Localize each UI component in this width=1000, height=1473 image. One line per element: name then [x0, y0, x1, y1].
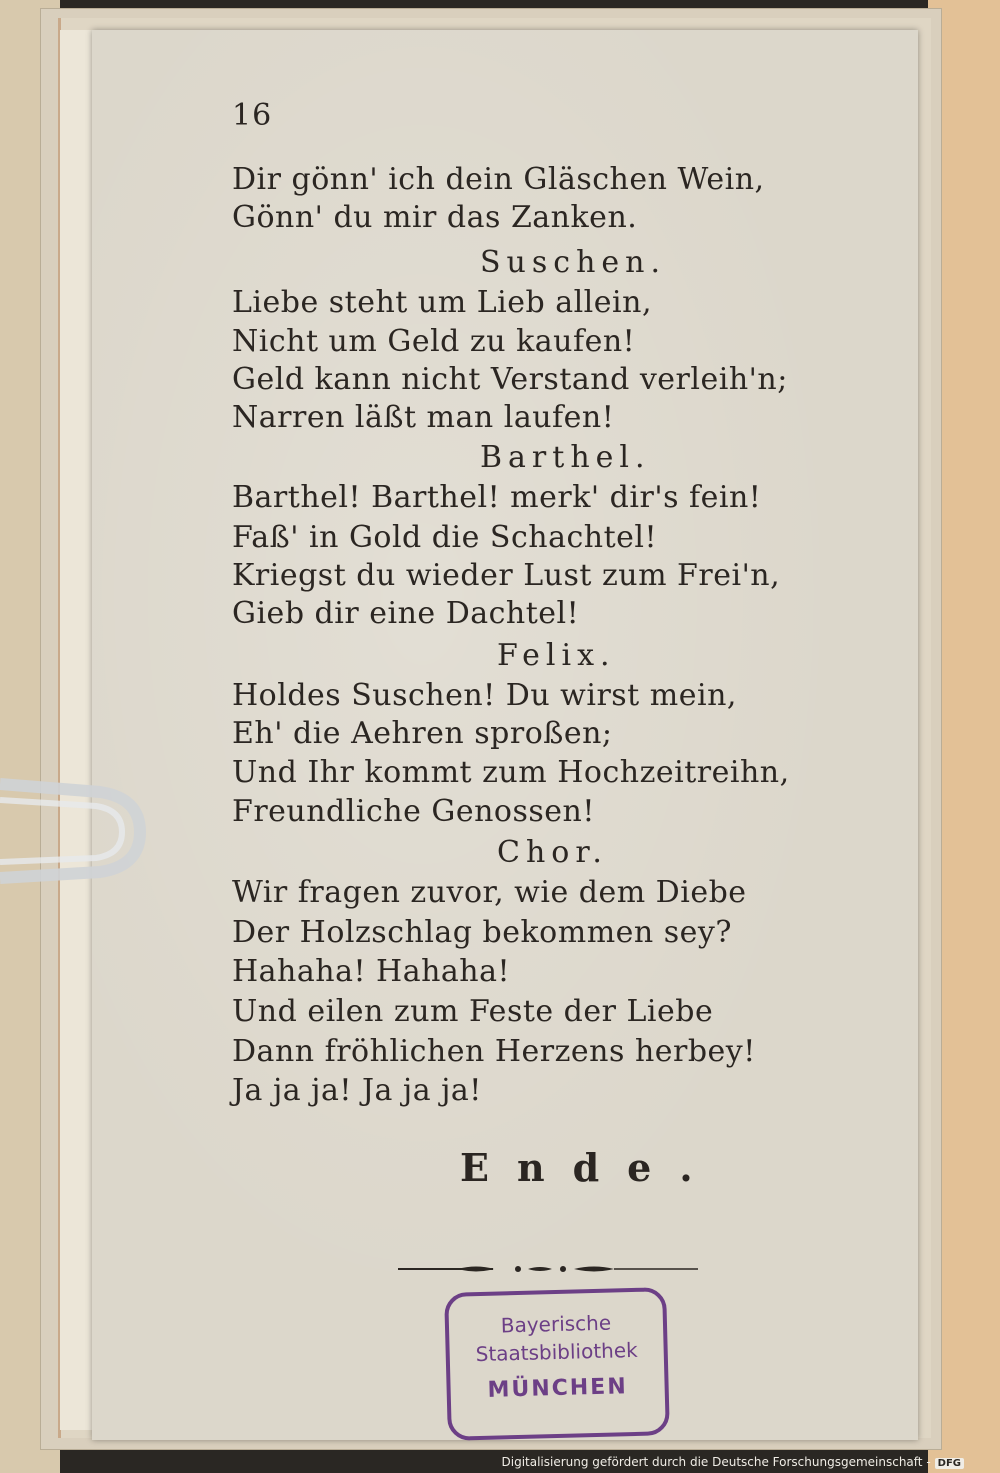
verse-line: Freundliche Genossen! — [232, 794, 595, 829]
end-heading: Ende. — [460, 1145, 721, 1190]
verse-line: Narren läßt man laufen! — [232, 400, 615, 435]
speaker-label: Barthel. — [480, 440, 651, 475]
verse-line: Barthel! Barthel! merk' dir's fein! — [232, 480, 762, 515]
footer-text: Digitalisierung gefördert durch die Deutsche Forschungsgemeinschaft - — [501, 1455, 931, 1469]
speaker-label: Chor. — [497, 835, 608, 870]
verse-line: Holdes Suschen! Du wirst mein, — [232, 678, 737, 713]
library-stamp — [444, 1287, 670, 1441]
digitization-footer — [502, 1455, 965, 1469]
verse-line: Dann fröhlichen Herzens herbey! — [232, 1034, 756, 1069]
verse-line: Kriegst du wieder Lust zum Frei'n, — [232, 558, 781, 593]
speaker-label: Suschen. — [480, 245, 667, 280]
speaker-label: Felix. — [497, 638, 616, 673]
ornament-divider — [398, 1262, 698, 1276]
verse-line: Der Holzschlag bekommen sey? — [232, 915, 732, 950]
verse-line: Und Ihr kommt zum Hochzeitreihn, — [232, 755, 790, 790]
stamp-city: MÜNCHEN — [487, 1374, 629, 1403]
verse-line: Hahaha! Hahaha! — [232, 954, 511, 989]
verse-line: Faß' in Gold die Schachtel! — [232, 520, 658, 555]
verse-line: Nicht um Geld zu kaufen! — [232, 324, 636, 359]
verse-line: Und eilen zum Feste der Liebe — [232, 994, 714, 1029]
verse-line: Liebe steht um Lieb allein, — [232, 285, 652, 320]
dfg-logo: DFG — [935, 1458, 964, 1469]
stamp-line: Bayerische — [500, 1310, 612, 1338]
verse-line: Dir gönn' ich dein Gläschen Wein, — [232, 162, 765, 197]
verse-line: Gieb dir eine Dachtel! — [232, 596, 580, 631]
verse-line: Eh' die Aehren sproßen; — [232, 716, 613, 751]
paper-clip — [0, 770, 150, 890]
verse-line: Gönn' du mir das Zanken. — [232, 200, 638, 235]
page-edge-strip — [60, 30, 93, 1430]
verse-line: Ja ja ja! Ja ja ja! — [232, 1073, 482, 1108]
verse-line: Wir fragen zuvor, wie dem Diebe — [232, 875, 747, 910]
page-number: 16 — [232, 98, 273, 133]
verse-line: Geld kann nicht Verstand verleih'n; — [232, 362, 788, 397]
stamp-line: Staatsbibliothek — [475, 1337, 638, 1367]
